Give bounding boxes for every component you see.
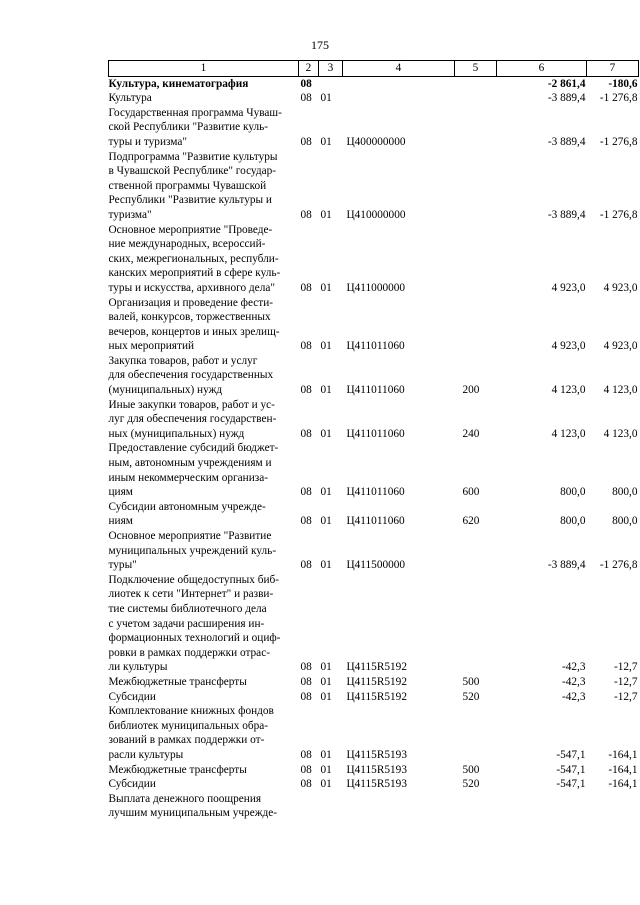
subsection-code: 01 xyxy=(320,340,332,353)
amount-1: 800,0 xyxy=(560,486,586,499)
section-code: 08 xyxy=(300,748,312,761)
subsection-code: 01 xyxy=(320,92,332,105)
subsection-code: 01 xyxy=(320,661,332,674)
target-item-code: Ц4115R5193 xyxy=(346,748,407,761)
amount-1: 4 923,0 xyxy=(551,340,586,353)
section-code: 08 xyxy=(300,208,312,221)
row-name-line: ных (муниципальных) нужд xyxy=(108,427,245,440)
row-name-line: Государственная программа Чуваш- xyxy=(108,106,282,119)
table-row xyxy=(109,777,639,792)
row-name-line: Основное мероприятие "Развитие xyxy=(108,530,272,542)
row-name-line: лиотек к сети "Интернет" и разви- xyxy=(108,588,274,601)
expense-type-code: 620 xyxy=(462,515,480,528)
expense-type-code: 600 xyxy=(462,486,480,499)
row-name-line: лучшим муниципальным учрежде- xyxy=(108,807,278,820)
target-item-code: Ц4115R5193 xyxy=(346,763,407,776)
section-code: 08 xyxy=(300,661,312,674)
row-name-line: Комплектование книжных фондов xyxy=(108,705,274,718)
subsection-code: 01 xyxy=(320,675,332,688)
amount-1: -42,3 xyxy=(561,675,586,688)
target-item-code: Ц4115R5192 xyxy=(346,690,407,703)
expense-type-code: 500 xyxy=(462,763,480,776)
row-name-line: Культура, кинематография xyxy=(108,77,249,90)
amount-2: 4 123,0 xyxy=(603,384,638,397)
row-name xyxy=(109,354,299,398)
column-header-name: 1 xyxy=(109,61,299,77)
row-name xyxy=(109,441,299,499)
row-name-line: туры" xyxy=(108,559,137,572)
row-name-line: Республики "Развитие культуры и xyxy=(108,194,272,207)
target-item-code: Ц411011060 xyxy=(346,340,405,353)
subsection-code: 01 xyxy=(320,763,332,776)
target-item-code xyxy=(343,91,455,106)
table-row xyxy=(109,690,639,705)
row-name xyxy=(109,150,299,223)
target-item-code: Ц411011060 xyxy=(346,427,405,440)
amount-2: 800,0 xyxy=(612,515,638,528)
expense-type-code xyxy=(455,150,497,223)
target-item-code: Ц4115R5193 xyxy=(346,778,407,791)
row-name-line: Закупка товаров, работ и услуг xyxy=(108,354,258,367)
target-item-code: Ц411011060 xyxy=(346,515,405,528)
table-row xyxy=(109,704,639,762)
row-name-line: ниям xyxy=(108,515,133,528)
expense-type-code xyxy=(455,704,497,762)
expense-type-code xyxy=(455,223,497,296)
row-name xyxy=(109,398,299,442)
row-name xyxy=(109,763,299,778)
amount-2: 4 923,0 xyxy=(603,340,638,353)
row-name-line: ской Республики "Развитие куль- xyxy=(108,121,269,134)
subsection-code: 01 xyxy=(320,208,332,221)
row-name-line: расли культуры xyxy=(108,748,184,761)
expense-type-code xyxy=(455,76,497,91)
row-name-line: туры и туризма" xyxy=(108,135,187,148)
page-number: 175 xyxy=(311,38,329,52)
amount-2: -164,1 xyxy=(608,763,638,776)
subsection-code: 01 xyxy=(320,135,332,148)
expense-type-code: 500 xyxy=(462,675,480,688)
section-code: 08 xyxy=(300,135,312,148)
target-item-code: Ц411011060 xyxy=(346,486,405,499)
table-row xyxy=(109,91,639,106)
target-item-code: Ц4115R5192 xyxy=(346,661,407,674)
row-name-line: ли культуры xyxy=(108,661,168,674)
amount-1: -2 861,4 xyxy=(547,77,586,90)
row-name-line: ровки в рамках поддержки отрас- xyxy=(108,646,270,659)
amount-2 xyxy=(587,792,639,821)
amount-1: -547,1 xyxy=(556,763,586,776)
row-name-line: Субсидии xyxy=(108,778,156,791)
row-name-line: ских, межрегиональных, республи- xyxy=(108,252,279,265)
budget-table xyxy=(108,60,639,821)
subsection-code: 01 xyxy=(320,748,332,761)
row-name-line: канских мероприятий в сфере куль- xyxy=(108,267,281,280)
section-code: 08 xyxy=(300,763,312,776)
amount-2: -1 276,8 xyxy=(599,559,638,572)
target-item-code: Ц400000000 xyxy=(346,135,406,148)
table-row xyxy=(109,763,639,778)
column-header-expense-type: 5 xyxy=(455,61,497,77)
amount-2: -164,1 xyxy=(608,748,638,761)
row-name-line: зований в рамках поддержки от- xyxy=(108,734,265,747)
row-name-line: (муниципальных) нужд xyxy=(108,384,223,397)
subsection-code: 01 xyxy=(320,384,332,397)
row-name-line: ным, автономным учреждениям и xyxy=(108,457,272,470)
table-row xyxy=(109,398,639,442)
row-name-line: Субсидии автономным учрежде- xyxy=(108,500,266,513)
section-code: 08 xyxy=(300,515,312,528)
row-name xyxy=(109,500,299,529)
amount-1 xyxy=(497,792,587,821)
table-row xyxy=(109,106,639,150)
amount-1: -3 889,4 xyxy=(547,92,586,105)
row-name-line: Субсидии xyxy=(108,690,156,703)
table-row xyxy=(109,150,639,223)
row-name-line: иным некоммерческим организа- xyxy=(108,471,269,484)
row-name-line: для обеспечения государственных xyxy=(108,369,274,382)
amount-2: -12,7 xyxy=(613,675,638,688)
subsection-code: 01 xyxy=(320,515,332,528)
amount-2: 4 123,0 xyxy=(603,427,638,440)
amount-1: -3 889,4 xyxy=(547,208,586,221)
row-name xyxy=(109,296,299,354)
row-name-line: муниципальных учреждений куль- xyxy=(108,544,277,557)
amount-2: 4 923,0 xyxy=(603,281,638,294)
amount-2: -1 276,8 xyxy=(599,92,638,105)
expense-type-code: 200 xyxy=(462,384,480,397)
subsection-code xyxy=(319,76,343,91)
amount-2: -164,1 xyxy=(608,778,638,791)
amount-2: -1 276,8 xyxy=(599,208,638,221)
table-row xyxy=(109,500,639,529)
row-name-line: циям xyxy=(108,486,133,499)
table-body xyxy=(109,76,639,821)
table-row xyxy=(109,573,639,675)
expense-type-code: 520 xyxy=(462,778,480,791)
amount-2: -12,7 xyxy=(613,661,638,674)
table-row xyxy=(109,441,639,499)
row-name-line: Иные закупки товаров, работ и ус- xyxy=(108,398,275,411)
row-name-line: луг для обеспечения государствен- xyxy=(108,413,277,426)
amount-1: -3 889,4 xyxy=(547,135,586,148)
row-name-line: с учетом задачи расширения ин- xyxy=(108,617,265,630)
row-name-line: Выплата денежного поощрения xyxy=(108,792,262,805)
target-item-code: Ц411000000 xyxy=(346,281,406,294)
row-name-line: вечеров, концертов и иных зрелищ- xyxy=(108,325,280,338)
amount-1: -42,3 xyxy=(561,661,586,674)
section-code: 08 xyxy=(300,690,312,703)
amount-1: -547,1 xyxy=(556,748,586,761)
column-header-section: 2 xyxy=(299,61,319,77)
expense-type-code xyxy=(455,106,497,150)
section-code: 08 xyxy=(300,77,312,90)
row-name-line: Культура xyxy=(108,92,152,105)
amount-1: 4 923,0 xyxy=(551,281,586,294)
table-row xyxy=(109,529,639,573)
amount-2: -12,7 xyxy=(613,690,638,703)
column-header-subsection: 3 xyxy=(319,61,343,77)
row-name xyxy=(109,106,299,150)
section-code: 08 xyxy=(300,778,312,791)
row-name-line: валей, конкурсов, торжественных xyxy=(108,311,271,324)
target-item-code xyxy=(343,76,455,91)
row-name-line: в Чувашской Республике" государ- xyxy=(108,165,277,178)
expense-type-code: 520 xyxy=(462,690,480,703)
target-item-code: Ц410000000 xyxy=(346,208,406,221)
row-name xyxy=(109,704,299,762)
row-name xyxy=(109,573,299,675)
amount-2: -1 276,8 xyxy=(599,135,638,148)
subsection-code: 01 xyxy=(320,486,332,499)
target-item-code xyxy=(343,792,455,821)
row-name-line: формационных технологий и оциф- xyxy=(108,632,281,645)
row-name-line: Межбюджетные трансферты xyxy=(108,675,247,688)
row-name-line: ние международных, всероссий- xyxy=(108,238,266,251)
row-name xyxy=(109,675,299,690)
section-code xyxy=(299,792,319,821)
target-item-code: Ц411011060 xyxy=(346,384,405,397)
table-header-row xyxy=(109,61,639,77)
table-row xyxy=(109,675,639,690)
expense-type-code xyxy=(455,91,497,106)
section-code: 08 xyxy=(300,559,312,572)
column-header-amount-2: 7 xyxy=(587,61,639,77)
row-name xyxy=(109,690,299,705)
target-item-code: Ц4115R5192 xyxy=(346,675,407,688)
amount-1: -3 889,4 xyxy=(547,559,586,572)
row-name xyxy=(109,91,299,106)
table-row xyxy=(109,76,639,91)
row-name xyxy=(109,223,299,296)
row-name xyxy=(109,777,299,792)
amount-2: -180,6 xyxy=(608,77,638,90)
expense-type-code xyxy=(455,792,497,821)
column-header-amount-1: 6 xyxy=(497,61,587,77)
row-name-line: Межбюджетные трансферты xyxy=(108,763,247,776)
row-name-line: Организация и проведение фести- xyxy=(108,296,274,309)
row-name-line: Подпрограмма "Развитие культуры xyxy=(108,150,278,163)
section-code: 08 xyxy=(300,281,312,294)
expense-type-code: 240 xyxy=(462,427,480,440)
amount-1: 4 123,0 xyxy=(551,384,586,397)
row-name xyxy=(109,792,299,821)
row-name xyxy=(109,76,299,91)
section-code: 08 xyxy=(300,92,312,105)
table-row xyxy=(109,223,639,296)
row-name-line: ных мероприятий xyxy=(108,340,195,353)
table-row xyxy=(109,792,639,821)
section-code: 08 xyxy=(300,675,312,688)
expense-type-code xyxy=(455,573,497,675)
subsection-code xyxy=(319,792,343,821)
subsection-code: 01 xyxy=(320,778,332,791)
row-name-line: Предоставление субсидий бюджет- xyxy=(108,442,279,455)
amount-1: 800,0 xyxy=(560,515,586,528)
table-row xyxy=(109,296,639,354)
amount-1: 4 123,0 xyxy=(551,427,586,440)
column-header-target-item: 4 xyxy=(343,61,455,77)
subsection-code: 01 xyxy=(320,281,332,294)
row-name-line: туризма" xyxy=(108,208,152,221)
amount-1: -547,1 xyxy=(556,778,586,791)
row-name-line: Подключение общедоступных биб- xyxy=(108,573,280,586)
row-name-line: библиотек муниципальных обра- xyxy=(108,719,269,732)
section-code: 08 xyxy=(300,486,312,499)
expense-type-code xyxy=(455,529,497,573)
row-name-line: туры и искусства, архивного дела" xyxy=(108,281,275,294)
amount-2: 800,0 xyxy=(612,486,638,499)
section-code: 08 xyxy=(300,340,312,353)
subsection-code: 01 xyxy=(320,559,332,572)
subsection-code: 01 xyxy=(320,427,332,440)
expense-type-code xyxy=(455,296,497,354)
section-code: 08 xyxy=(300,427,312,440)
row-name-line: Основное мероприятие "Проведе- xyxy=(108,223,273,236)
row-name-line: тие системы библиотечного дела xyxy=(108,602,267,615)
table-row xyxy=(109,354,639,398)
row-name xyxy=(109,529,299,573)
section-code: 08 xyxy=(300,384,312,397)
amount-1: -42,3 xyxy=(561,690,586,703)
subsection-code: 01 xyxy=(320,690,332,703)
target-item-code: Ц411500000 xyxy=(346,559,406,572)
row-name-line: ственной программы Чувашской xyxy=(108,179,267,192)
